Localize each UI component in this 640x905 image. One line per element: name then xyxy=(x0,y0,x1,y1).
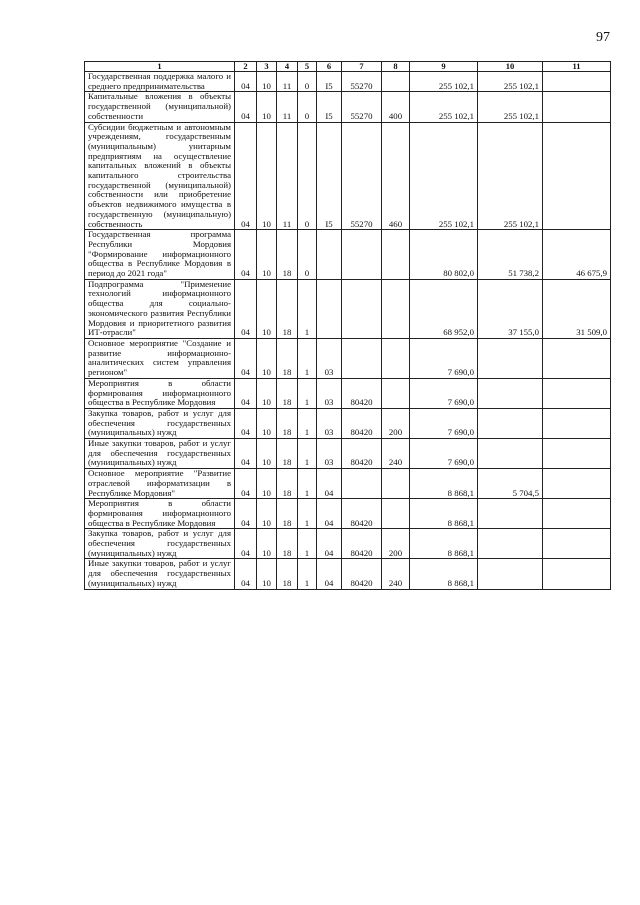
row-name: Иные закупки товаров, работ и услуг для обеспечения государственных (муниципальных) нужд xyxy=(85,559,235,589)
row-name: Мероприятия в области формирования информационного общества в Республике Мордовия xyxy=(85,499,235,529)
section-code: 10 xyxy=(257,378,277,408)
column-header: 8 xyxy=(382,62,410,72)
chapter-code: 04 xyxy=(235,559,257,589)
table-row xyxy=(85,408,611,438)
amount-year-3 xyxy=(543,529,611,559)
amount-year-3 xyxy=(543,72,611,92)
table-row xyxy=(85,439,611,469)
program-code: 1 xyxy=(298,469,317,499)
section-code: 10 xyxy=(257,439,277,469)
table-row xyxy=(85,279,611,338)
amount-year-1: 80 802,0 xyxy=(410,230,478,280)
amount-year-1: 68 952,0 xyxy=(410,279,478,338)
direction-code xyxy=(342,338,382,378)
amount-year-2: 5 704,5 xyxy=(478,469,543,499)
subsection-code: 18 xyxy=(277,408,298,438)
amount-year-1: 255 102,1 xyxy=(410,122,478,230)
direction-code: 80420 xyxy=(342,378,382,408)
program-element-code: 04 xyxy=(317,499,342,529)
program-element-code: I5 xyxy=(317,72,342,92)
expense-type-code xyxy=(382,279,410,338)
amount-year-1: 7 690,0 xyxy=(410,439,478,469)
section-code: 10 xyxy=(257,338,277,378)
table-row xyxy=(85,92,611,122)
row-name: Государственная программа Республики Мордовия "Формирование информационного общества в Республике Мордовия в период до 2021 года" xyxy=(85,230,235,280)
amount-year-1: 7 690,0 xyxy=(410,408,478,438)
column-header: 9 xyxy=(410,62,478,72)
amount-year-2 xyxy=(478,559,543,589)
program-element-code xyxy=(317,279,342,338)
program-element-code: 03 xyxy=(317,338,342,378)
subsection-code: 18 xyxy=(277,230,298,280)
amount-year-2 xyxy=(478,378,543,408)
table-row xyxy=(85,559,611,589)
section-code: 10 xyxy=(257,122,277,230)
row-name: Закупка товаров, работ и услуг для обеспечения государственных (муниципальных) нужд xyxy=(85,408,235,438)
amount-year-3 xyxy=(543,338,611,378)
subsection-code: 18 xyxy=(277,338,298,378)
column-header: 7 xyxy=(342,62,382,72)
amount-year-3 xyxy=(543,408,611,438)
amount-year-2: 255 102,1 xyxy=(478,122,543,230)
direction-code: 80420 xyxy=(342,439,382,469)
amount-year-1: 255 102,1 xyxy=(410,72,478,92)
section-code: 10 xyxy=(257,408,277,438)
chapter-code: 04 xyxy=(235,378,257,408)
expense-type-code xyxy=(382,338,410,378)
table-row xyxy=(85,499,611,529)
table-row xyxy=(85,338,611,378)
chapter-code: 04 xyxy=(235,439,257,469)
subsection-code: 18 xyxy=(277,378,298,408)
direction-code: 55270 xyxy=(342,72,382,92)
amount-year-1: 8 868,1 xyxy=(410,529,478,559)
subsection-code: 18 xyxy=(277,469,298,499)
table-row xyxy=(85,72,611,92)
expense-type-code xyxy=(382,230,410,280)
amount-year-3 xyxy=(543,122,611,230)
amount-year-2 xyxy=(478,499,543,529)
amount-year-2 xyxy=(478,408,543,438)
budget-table xyxy=(84,61,611,590)
program-element-code: 03 xyxy=(317,378,342,408)
section-code: 10 xyxy=(257,499,277,529)
subsection-code: 18 xyxy=(277,499,298,529)
section-code: 10 xyxy=(257,529,277,559)
subsection-code: 18 xyxy=(277,529,298,559)
chapter-code: 04 xyxy=(235,122,257,230)
program-code: 1 xyxy=(298,529,317,559)
amount-year-1: 255 102,1 xyxy=(410,92,478,122)
chapter-code: 04 xyxy=(235,408,257,438)
subsection-code: 11 xyxy=(277,92,298,122)
program-element-code: 04 xyxy=(317,469,342,499)
expense-type-code: 460 xyxy=(382,122,410,230)
row-name: Государственная поддержка малого и среднего предпринимательства xyxy=(85,72,235,92)
direction-code xyxy=(342,230,382,280)
chapter-code: 04 xyxy=(235,338,257,378)
row-name: Субсидии бюджетным и автономным учреждениям, государственным (муниципальным) унитарным предприятиям на осуществление капитальных вложений в объекты капитального строительства государственной (муниципальной) собственности или приобретение объектов недвижимого имущества в государственную (муниципальную) собственность xyxy=(85,122,235,230)
program-code: 1 xyxy=(298,338,317,378)
amount-year-2 xyxy=(478,529,543,559)
amount-year-1: 7 690,0 xyxy=(410,378,478,408)
program-code: 1 xyxy=(298,559,317,589)
amount-year-1: 8 868,1 xyxy=(410,559,478,589)
amount-year-3 xyxy=(543,439,611,469)
program-element-code: I5 xyxy=(317,92,342,122)
column-header: 10 xyxy=(478,62,543,72)
amount-year-1: 7 690,0 xyxy=(410,338,478,378)
chapter-code: 04 xyxy=(235,499,257,529)
amount-year-3 xyxy=(543,378,611,408)
program-code: 1 xyxy=(298,499,317,529)
chapter-code: 04 xyxy=(235,92,257,122)
section-code: 10 xyxy=(257,469,277,499)
chapter-code: 04 xyxy=(235,279,257,338)
program-code: 1 xyxy=(298,439,317,469)
expense-type-code xyxy=(382,378,410,408)
subsection-code: 11 xyxy=(277,72,298,92)
direction-code xyxy=(342,469,382,499)
subsection-code: 18 xyxy=(277,279,298,338)
amount-year-2 xyxy=(478,338,543,378)
chapter-code: 04 xyxy=(235,230,257,280)
program-element-code: I5 xyxy=(317,122,342,230)
subsection-code: 11 xyxy=(277,122,298,230)
column-header: 6 xyxy=(317,62,342,72)
program-element-code: 04 xyxy=(317,559,342,589)
expense-type-code: 200 xyxy=(382,529,410,559)
column-header: 2 xyxy=(235,62,257,72)
row-name: Подпрограмма "Применение технологий информационного общества для социально-экономического развития Республики Мордовия и приоритетного развития ИТ-отрасли" xyxy=(85,279,235,338)
program-element-code: 03 xyxy=(317,439,342,469)
program-code: 0 xyxy=(298,122,317,230)
program-code: 1 xyxy=(298,279,317,338)
direction-code: 80420 xyxy=(342,529,382,559)
table-row xyxy=(85,230,611,280)
row-name: Основное мероприятие "Развитие отраслевой информатизации в Республике Мордовия" xyxy=(85,469,235,499)
table-header-row xyxy=(85,62,611,72)
amount-year-3 xyxy=(543,499,611,529)
chapter-code: 04 xyxy=(235,72,257,92)
chapter-code: 04 xyxy=(235,469,257,499)
program-code: 0 xyxy=(298,72,317,92)
table-row xyxy=(85,378,611,408)
direction-code: 55270 xyxy=(342,122,382,230)
column-header: 4 xyxy=(277,62,298,72)
row-name: Капитальные вложения в объекты государственной (муниципальной) собственности xyxy=(85,92,235,122)
table-row xyxy=(85,122,611,230)
amount-year-2: 255 102,1 xyxy=(478,72,543,92)
amount-year-3 xyxy=(543,92,611,122)
amount-year-3: 31 509,0 xyxy=(543,279,611,338)
amount-year-3 xyxy=(543,559,611,589)
column-header: 11 xyxy=(543,62,611,72)
section-code: 10 xyxy=(257,72,277,92)
section-code: 10 xyxy=(257,92,277,122)
program-code: 1 xyxy=(298,378,317,408)
program-element-code: 03 xyxy=(317,408,342,438)
program-code: 0 xyxy=(298,230,317,280)
expense-type-code xyxy=(382,499,410,529)
row-name: Закупка товаров, работ и услуг для обеспечения государственных (муниципальных) нужд xyxy=(85,529,235,559)
amount-year-3: 46 675,9 xyxy=(543,230,611,280)
row-name: Основное мероприятие "Создание и развитие информационно-аналитических систем управления регионом" xyxy=(85,338,235,378)
program-element-code xyxy=(317,230,342,280)
amount-year-2: 255 102,1 xyxy=(478,92,543,122)
expense-type-code: 240 xyxy=(382,439,410,469)
section-code: 10 xyxy=(257,559,277,589)
direction-code xyxy=(342,279,382,338)
column-header: 3 xyxy=(257,62,277,72)
expense-type-code: 400 xyxy=(382,92,410,122)
row-name: Иные закупки товаров, работ и услуг для обеспечения государственных (муниципальных) нужд xyxy=(85,439,235,469)
table-row xyxy=(85,469,611,499)
expense-type-code xyxy=(382,72,410,92)
direction-code: 80420 xyxy=(342,559,382,589)
row-name: Мероприятия в области формирования информационного общества в Республике Мордовия xyxy=(85,378,235,408)
direction-code: 80420 xyxy=(342,408,382,438)
expense-type-code: 240 xyxy=(382,559,410,589)
amount-year-1: 8 868,1 xyxy=(410,499,478,529)
amount-year-2: 51 738,2 xyxy=(478,230,543,280)
direction-code: 80420 xyxy=(342,499,382,529)
column-header: 1 xyxy=(85,62,235,72)
table-row xyxy=(85,529,611,559)
direction-code: 55270 xyxy=(342,92,382,122)
amount-year-2: 37 155,0 xyxy=(478,279,543,338)
chapter-code: 04 xyxy=(235,529,257,559)
page-number: 97 xyxy=(596,30,610,45)
subsection-code: 18 xyxy=(277,559,298,589)
program-code: 1 xyxy=(298,408,317,438)
expense-type-code xyxy=(382,469,410,499)
column-header: 5 xyxy=(298,62,317,72)
program-code: 0 xyxy=(298,92,317,122)
expense-type-code: 200 xyxy=(382,408,410,438)
amount-year-1: 8 868,1 xyxy=(410,469,478,499)
section-code: 10 xyxy=(257,279,277,338)
amount-year-3 xyxy=(543,469,611,499)
amount-year-2 xyxy=(478,439,543,469)
section-code: 10 xyxy=(257,230,277,280)
program-element-code: 04 xyxy=(317,529,342,559)
subsection-code: 18 xyxy=(277,439,298,469)
